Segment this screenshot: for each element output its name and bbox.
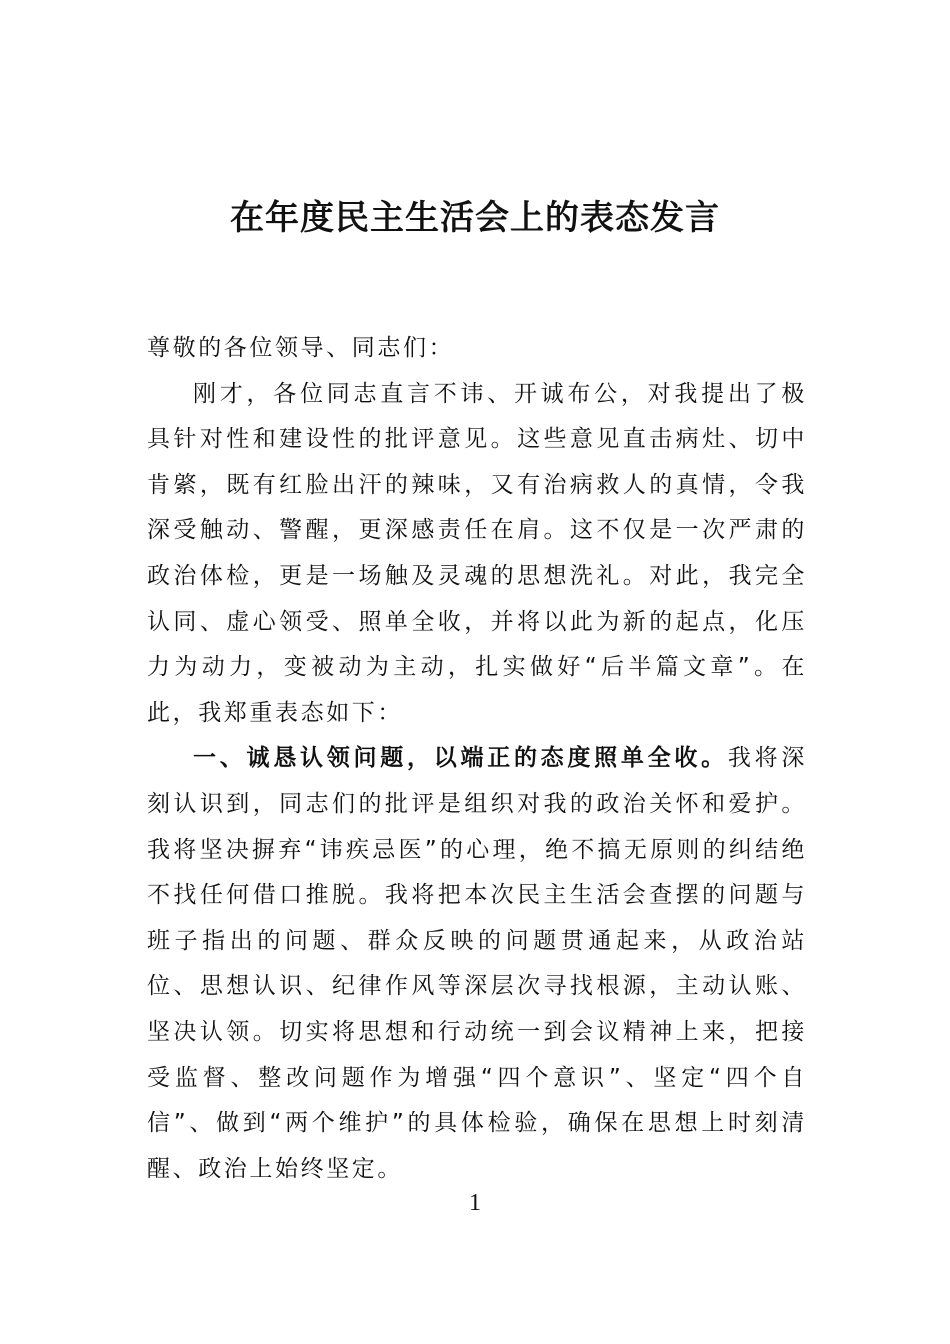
opening-paragraph: 刚才，各位同志直言不讳、开诚布公，对我提出了极具针对性和建设性的批评意见。这些意见直击病灶、切中肯綮，既有红脸出汗的辣味，又有治病救人的真情，令我深受触动、警醒，更深感责任在肩。这不仅是一次严肃的政治体检，更是一场触及灵魂的思想洗礼。对此，我完全认同、虚心领受、照单全收，并将以此为新的起点，化压力为动力，变被动为主动，扎实做好“后半篇文章”。在此，我郑重表态如下： bbox=[147, 380, 807, 726]
section-1-paragraph bbox=[147, 736, 807, 1192]
salutation: 尊敬的各位领导、同志们： bbox=[147, 335, 455, 361]
section-1-body: 我将深刻认识到，同志们的批评是组织对我的政治关怀和爱护。我将坚决摒弃“讳疾忌医”的心理，绝不搞无原则的纠结绝不找任何借口推脱。我将把本次民主生活会查摆的问题与班子指出的问题、群众反映的问题贯通起来，从政治站位、思想认识、纪律作风等深层次寻找根源，主动认账、坚决认领。切实将思想和行动统一到会议精神上来，把接受监督、整改问题作为增强“四个意识”、坚定“四个自信”、做到“两个维护”的具体检验，确保在思想上时刻清醒、政治上始终坚定。 bbox=[147, 745, 807, 1182]
section-1-heading: 一、诚恳认领问题，以端正的态度照单全收。 bbox=[193, 745, 728, 772]
document-body bbox=[147, 326, 807, 1192]
document-title: 在年度民主生活会上的表态发言 bbox=[230, 198, 720, 238]
page-number: 1 bbox=[469, 1190, 481, 1216]
